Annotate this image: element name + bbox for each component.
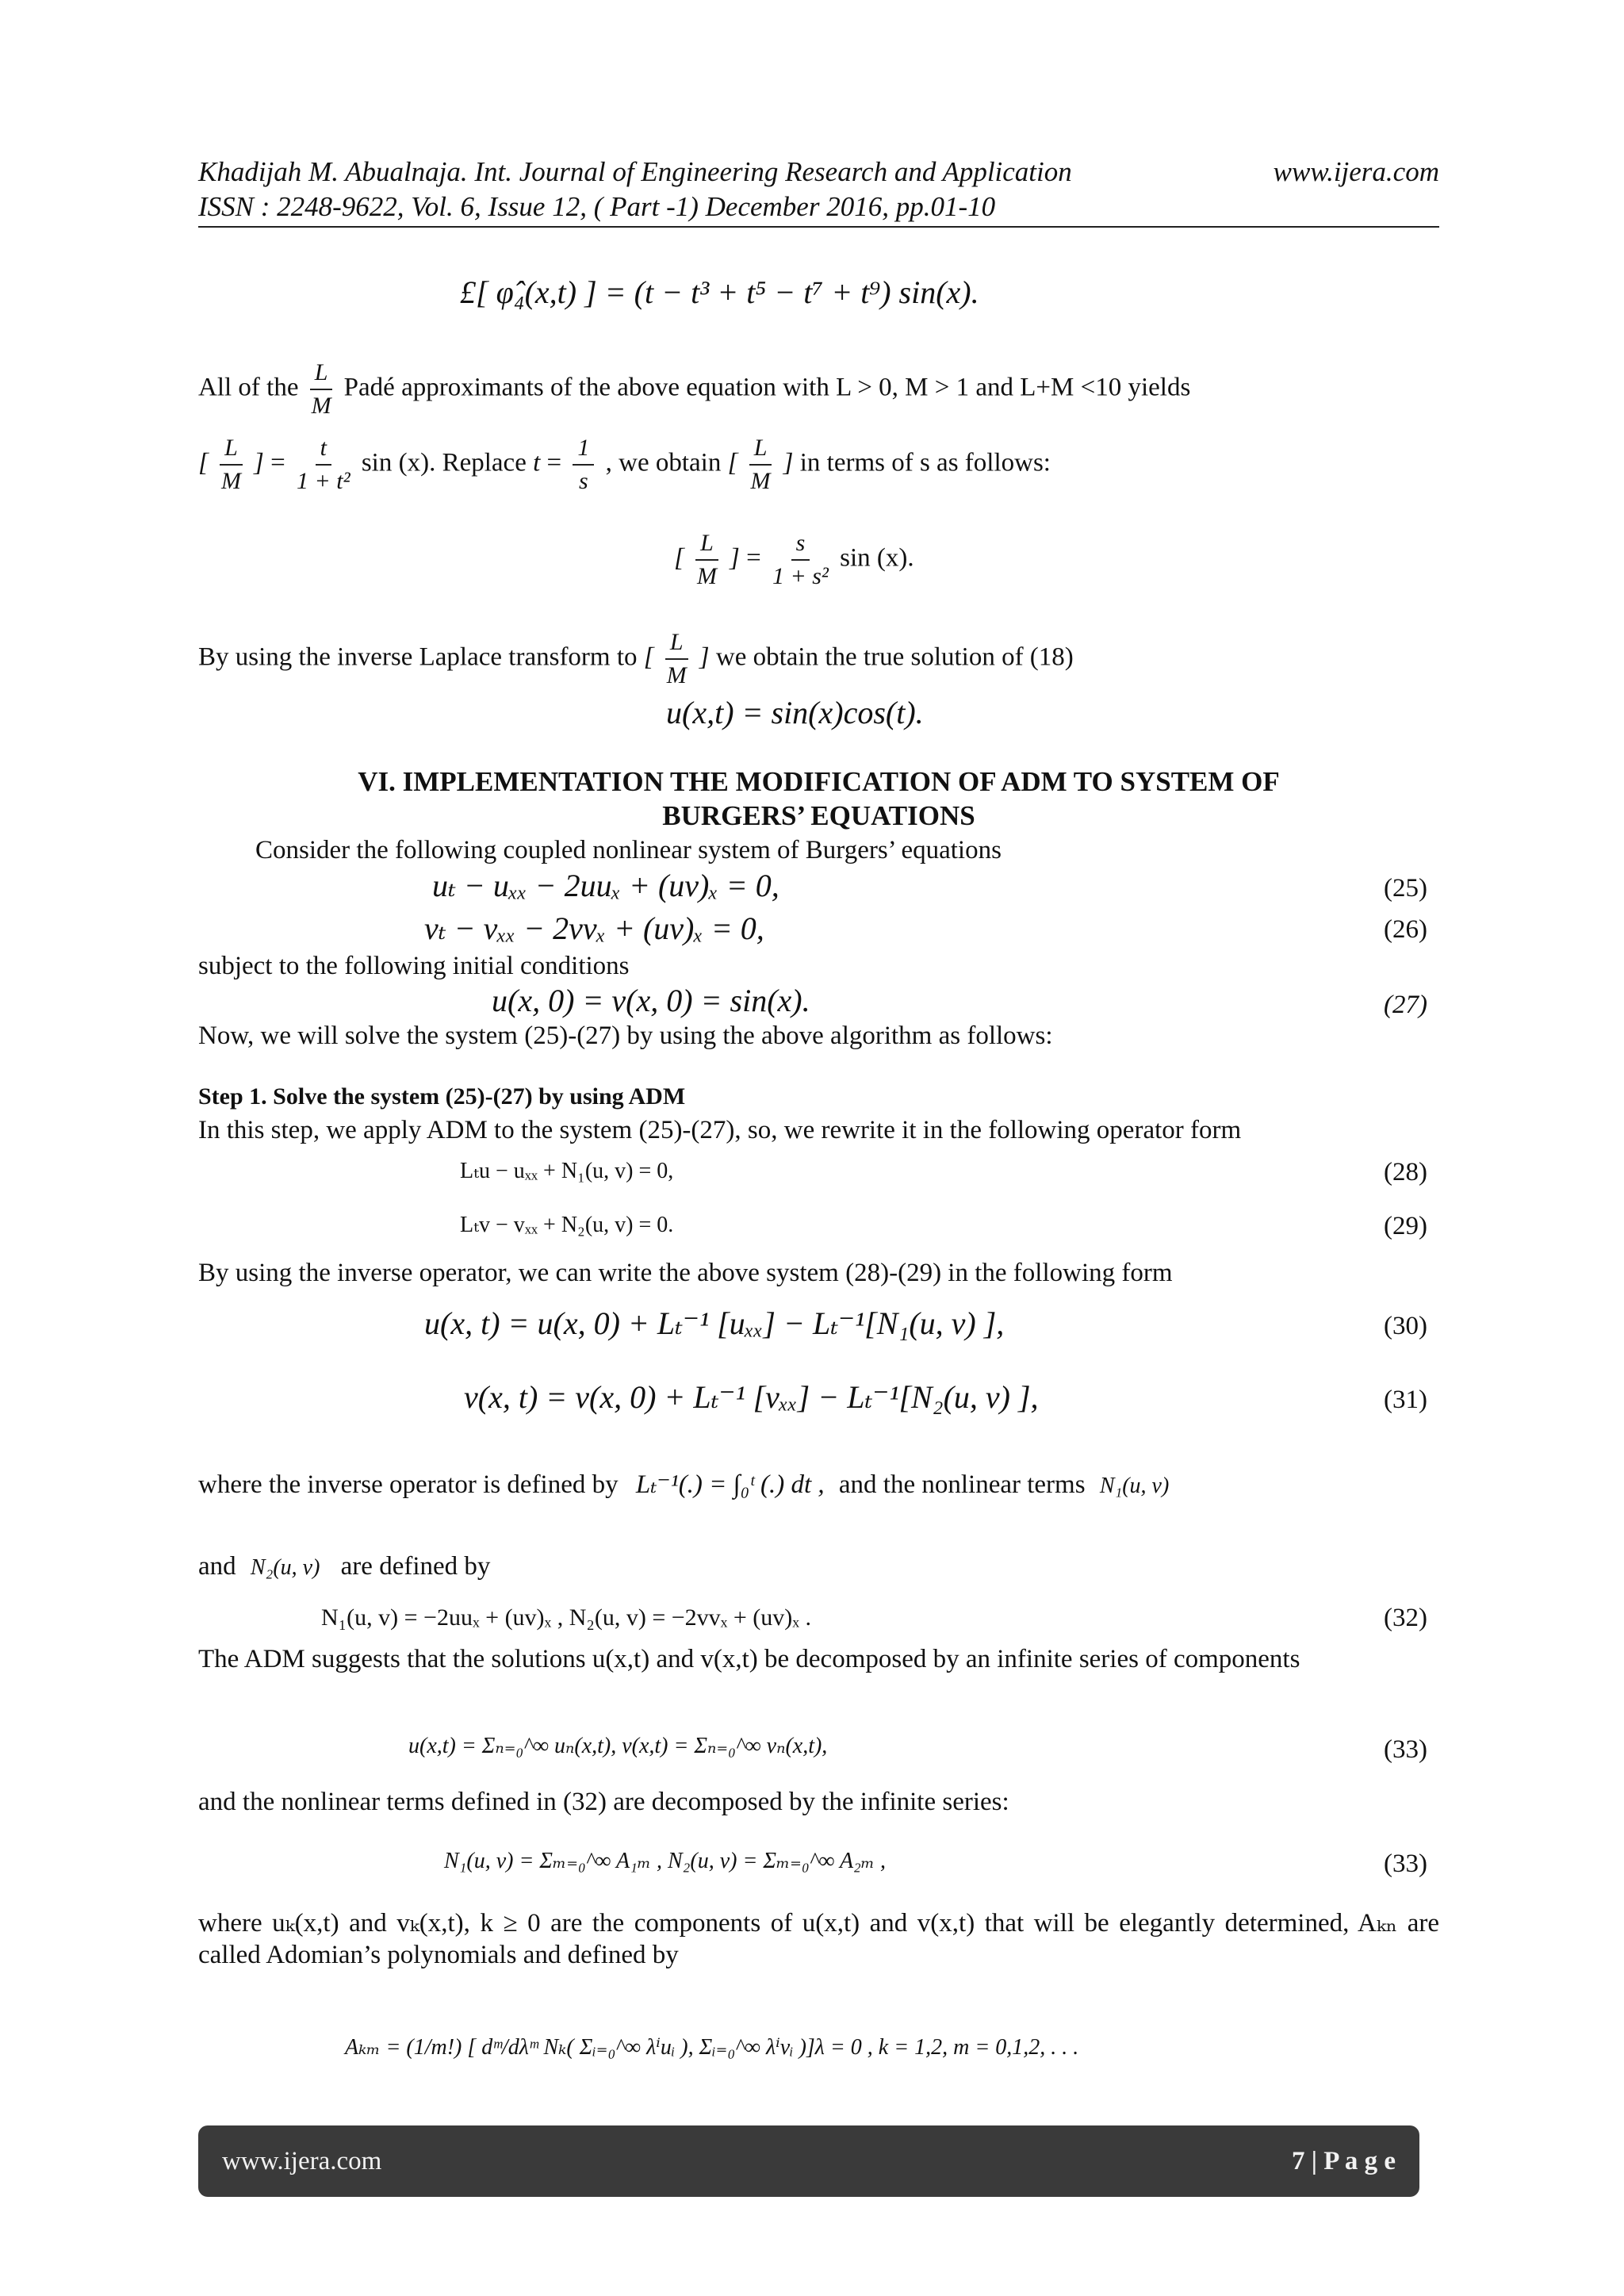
adm-suggests-paragraph: The ADM suggests that the solutions u(x,t) and v(x,t) be decomposed by an infinite series of components (198, 1645, 1300, 1673)
section-title-line-1: VI. IMPLEMENTATION THE MODIFICATION OF ADM TO SYSTEM OF (358, 766, 1280, 797)
inverse-operator-definition: Lₜ⁻¹(.) = ∫₀ᵗ (.) dt , (635, 1470, 825, 1499)
footer-page-number: 7 | P a g e (1291, 2146, 1396, 2175)
equation-26: vₜ − vₓₓ − 2vvₓ + (uv)ₓ = 0, (424, 910, 764, 946)
equation-32: N₁(u, v) = −2uuₓ + (uv)ₓ , N₂(u, v) = −2vvₓ + (uv)ₓ . (321, 1604, 811, 1631)
fraction-l-over-m (220, 432, 243, 497)
n2-label: N₂(u, v) (250, 1555, 320, 1580)
equation-33b: N₁(u, v) = Σₘ₌₀^∞ A₁ₘ , N₂(u, v) = Σₘ₌₀^∞ A₂ₘ , (444, 1849, 886, 1873)
fraction-denominator: 1 + s² (772, 563, 829, 589)
and-text: and (198, 1552, 236, 1581)
equation-adomian-polynomials: Aₖₘ = (1/m!) [ dᵐ/dλᵐ Nₖ( Σᵢ₌₀^∞ λⁱuᵢ ), Σᵢ₌₀^∞ λⁱvᵢ )]λ = 0 , k = 1,2, m = 0,1,2, . . . (345, 2035, 1079, 2060)
equation-number-32: (32) (1384, 1604, 1427, 1632)
equation-25: uₜ − uₓₓ − 2uuₓ + (uv)ₓ = 0, (432, 868, 779, 903)
fraction-denominator: 1 + t² (297, 468, 350, 494)
inverse-text-b: we obtain the true solution of (18) (715, 642, 1074, 672)
header-rule (198, 226, 1439, 228)
fraction-t-over-1-plus-t2 (297, 432, 350, 497)
equals-sign: = (746, 543, 761, 573)
nonlinear-decomposition-text: and the nonlinear terms defined in (32) are decomposed by the infinite series: (198, 1788, 1009, 1816)
equation-s-tail: sin (x). (840, 543, 914, 573)
footer-url[interactable]: www.ijera.com (222, 2146, 382, 2175)
equation-number-33b: (33) (1384, 1849, 1427, 1878)
equation-transform: £[ φ̂₄(x,t) ] = (t − t³ + t⁵ − t⁷ + t⁹) sin(x). (460, 274, 979, 310)
journal-issn: ISSN : 2248-9622, Vol. 6, Issue 12, ( Part -1) December 2016, pp.01-10 (198, 191, 996, 222)
replace-text-b: , we obtain (605, 448, 722, 477)
equation-30: u(x, t) = u(x, 0) + Lₜ⁻¹ [uₓₓ] − Lₜ⁻¹[N₁(u, v) ], (424, 1305, 1005, 1341)
fraction-s-over-1-plus-s2 (772, 527, 829, 592)
fraction-l-over-m (665, 627, 688, 692)
fraction-denominator: M (696, 563, 717, 589)
equals-sign: = (270, 448, 285, 477)
inverse-definition-line (198, 1469, 1169, 1502)
step-1-text: In this step, we apply ADM to the system (25)-(27), so, we rewrite it in the following operator form (198, 1116, 1242, 1144)
fraction-numerator: 1 (573, 432, 594, 466)
fraction-denominator: M (311, 393, 331, 419)
fraction-denominator: M (750, 468, 771, 494)
equation-number-30: (30) (1384, 1312, 1427, 1340)
equation-31: v(x, t) = v(x, 0) + Lₜ⁻¹ [vₓₓ] − Lₜ⁻¹[N₂(u, v) ], (464, 1379, 1039, 1415)
equation-number-29: (29) (1384, 1212, 1427, 1240)
section-title-line-2: BURGERS’ EQUATIONS (662, 800, 975, 831)
inverse-text-a: By using the inverse Laplace transform to (198, 642, 638, 672)
equation-27: u(x, 0) = v(x, 0) = sin(x). (492, 983, 810, 1018)
journal-url[interactable]: www.ijera.com (1273, 156, 1439, 187)
initial-conditions-text: subject to the following initial conditions (198, 952, 630, 980)
fraction-l-over-m (749, 432, 772, 497)
variable-t: t (533, 448, 541, 477)
fraction-numerator: L (749, 432, 772, 466)
fraction-numerator: L (220, 432, 243, 466)
equation-28: Lₜu − uₓₓ + N₁(u, v) = 0, (460, 1159, 674, 1183)
defined-by-text: are defined by (340, 1552, 491, 1581)
journal-header (198, 155, 1439, 224)
equals-sign: = (546, 448, 562, 477)
replace-text-c: in terms of s as follows: (799, 448, 1051, 477)
and-n2-line (198, 1550, 490, 1584)
replace-text-a: sin (x). Replace (361, 448, 527, 477)
equation-29: Lₜv − vₓₓ + N₂(u, v) = 0. (460, 1213, 674, 1237)
equation-number-25: (25) (1384, 874, 1427, 903)
inverse-laplace-line: By using the inverse Laplace transform to [ $\frac{L}{M}$ ] we obtain the true solution of (18) (198, 627, 1074, 692)
fraction-numerator: L (665, 627, 688, 660)
fraction-numerator: s (791, 527, 810, 561)
consider-text: Consider the following coupled nonlinear system of Burgers’ equations (255, 836, 1002, 864)
step-1-title: Step 1. Solve the system (25)-(27) by using ADM (198, 1083, 686, 1110)
equation-s-form: [ $\frac{L}{M}$ ] = $\frac{s}{\text{1 + s²}}$ sin (x). (674, 527, 914, 592)
fraction-denominator: s (579, 468, 588, 494)
true-solution-equation: u(x,t) = sin(x)cos(t). (666, 695, 924, 730)
inverse-definition-text-b: and the nonlinear terms (838, 1470, 1086, 1499)
fraction-l-over-m (695, 527, 718, 592)
page-footer (198, 2125, 1419, 2197)
equation-number-33a: (33) (1384, 1735, 1427, 1764)
inverse-operator-text: By using the inverse operator, we can write the above system (28)-(29) in the following form (198, 1259, 1173, 1287)
fraction-numerator: L (695, 527, 718, 561)
equation-number-28: (28) (1384, 1158, 1427, 1186)
pade-intro-line (198, 357, 1190, 422)
equation-number-26: (26) (1384, 915, 1427, 944)
components-paragraph: where uₖ(x,t) and vₖ(x,t), k ≥ 0 are the components of u(x,t) and v(x,t) that will be elegantly determined, Aₖₙ are called Adomian’s polynomials and defined by (198, 1909, 1439, 1969)
journal-citation: Khadijah M. Abualnaja. Int. Journal of Engineering Research and Application (198, 156, 1072, 187)
replace-line: [ $\frac{L}{M}$ ] = $\frac{t}{\text{1 + t²}}$ sin (x). Replace t = $\frac{1}{s}$ , we obtain [ $\frac{L}{M}$ ] in terms of s as follows: (198, 432, 1051, 497)
fraction-denominator: M (666, 662, 687, 688)
equation-number-27: (27) (1384, 991, 1427, 1019)
pade-intro-text-a: All of the (198, 373, 299, 402)
fraction-numerator: t (316, 432, 331, 466)
fraction-numerator: L (310, 357, 333, 390)
now-solve-text: Now, we will solve the system (25)-(27) by using the above algorithm as follows: (198, 1022, 1053, 1050)
pade-intro-text-b: Padé approximants of the above equation with L > 0, M > 1 and L+M <10 yields (343, 373, 1191, 402)
n1-label: N₁(u, v) (1099, 1474, 1170, 1498)
inverse-definition-text-a: where the inverse operator is defined by (198, 1470, 619, 1499)
fraction-l-over-m (310, 357, 333, 422)
equation-33a: u(x,t) = Σₙ₌₀^∞ uₙ(x,t), v(x,t) = Σₙ₌₀^∞ vₙ(x,t), (408, 1734, 828, 1758)
equation-number-31: (31) (1384, 1386, 1427, 1414)
fraction-1-over-s (573, 432, 594, 497)
fraction-denominator: M (220, 468, 241, 494)
